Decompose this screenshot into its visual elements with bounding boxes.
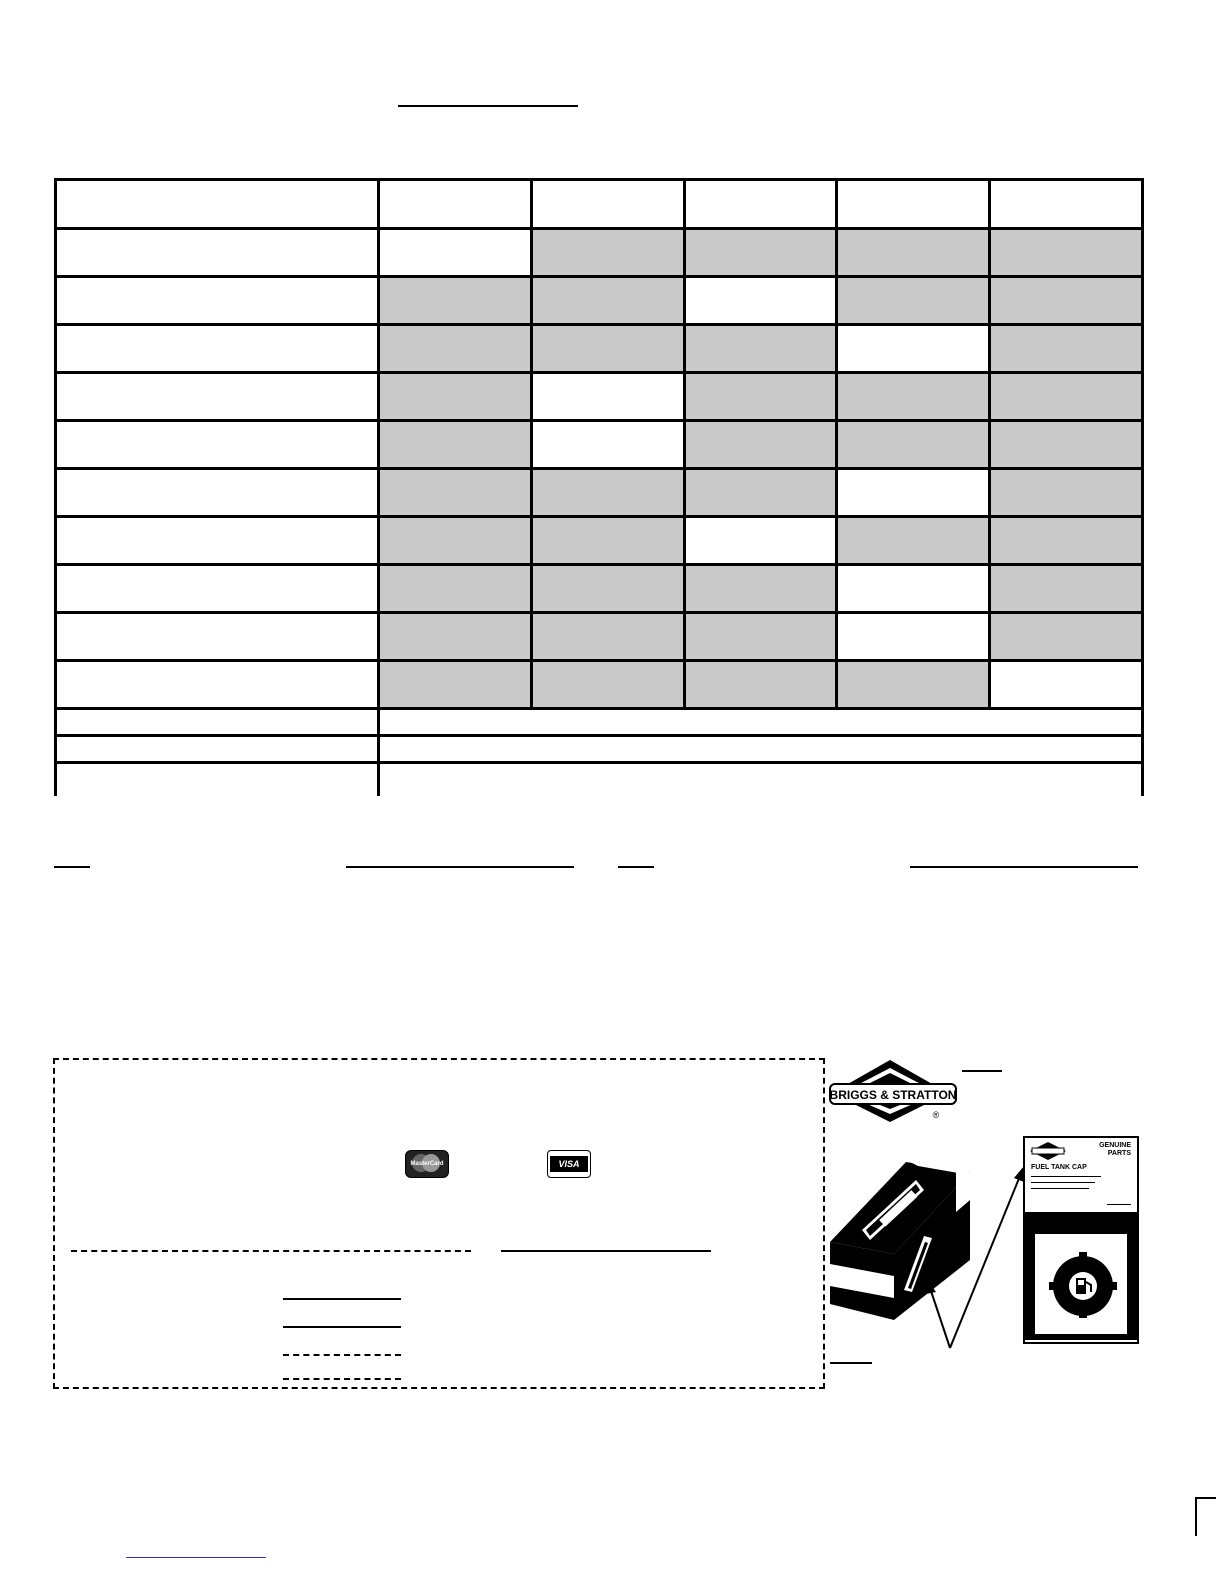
package-black-band	[1025, 1212, 1137, 1340]
note-underline-right-short	[618, 866, 654, 868]
table-row-label	[57, 326, 377, 371]
table-cell	[533, 422, 683, 467]
visa-icon: VISA	[547, 1150, 591, 1178]
table-cell	[380, 326, 530, 371]
table-cell	[686, 662, 836, 707]
table-header-cell	[533, 181, 683, 227]
package-title: FUEL TANK CAP	[1031, 1164, 1087, 1171]
table-row-label	[57, 374, 377, 419]
package-text-line	[1031, 1182, 1095, 1183]
package-logo-icon	[1029, 1142, 1067, 1160]
table-footer-merged-cell	[380, 764, 1141, 806]
table-row-label	[57, 662, 377, 707]
package-text-line	[1031, 1176, 1101, 1177]
package-text-line	[1031, 1188, 1089, 1189]
header-underline	[398, 105, 578, 107]
table-header-cell	[380, 181, 530, 227]
expiration-line[interactable]	[501, 1250, 711, 1252]
table-cell	[533, 614, 683, 659]
table-cell	[838, 614, 988, 659]
maintenance-schedule-table	[54, 178, 1144, 796]
table-cell	[533, 374, 683, 419]
table-row-label	[57, 470, 377, 515]
table-cell	[838, 230, 988, 275]
table-cell	[991, 326, 1141, 371]
note-underline-left-short	[54, 866, 90, 868]
table-cell	[686, 566, 836, 611]
package-window	[1035, 1234, 1127, 1334]
tax-line[interactable]	[283, 1326, 401, 1328]
table-cell	[533, 278, 683, 323]
table-footer-label	[57, 710, 377, 734]
table-header-cell	[838, 181, 988, 227]
table-cell	[838, 518, 988, 563]
table-row-label	[57, 518, 377, 563]
note-underline-left-long	[346, 866, 574, 868]
table-cell	[991, 470, 1141, 515]
table-footer-merged-cell	[380, 737, 1141, 761]
table-row-label	[57, 566, 377, 611]
mastercard-icon: MasterCard	[405, 1150, 449, 1178]
table-footer-label	[57, 764, 377, 806]
package-text-line	[1107, 1204, 1131, 1205]
page-corner-mark	[1194, 1496, 1218, 1536]
table-cell	[991, 230, 1141, 275]
subtotal-line[interactable]	[283, 1298, 401, 1300]
table-footer-merged-cell	[380, 710, 1141, 734]
table-cell	[838, 470, 988, 515]
logo-text: BRIGGS & STRATTON	[829, 1088, 957, 1102]
table-cell	[533, 566, 683, 611]
logo-note-underline	[962, 1070, 1002, 1072]
table-cell	[686, 230, 836, 275]
table-cell	[991, 422, 1141, 467]
fuel-cap-icon	[1047, 1248, 1119, 1320]
table-cell	[686, 278, 836, 323]
table-cell	[380, 614, 530, 659]
table-cell	[991, 566, 1141, 611]
registered-mark: ®	[932, 1110, 940, 1120]
note-underline-right-long	[910, 866, 1138, 868]
table-cell	[533, 230, 683, 275]
package-header: GENUINE PARTS	[1099, 1142, 1131, 1157]
table-cell	[380, 230, 530, 275]
table-row-label	[57, 422, 377, 467]
table-row-label	[57, 278, 377, 323]
table-footer-label	[57, 737, 377, 761]
table-cell	[533, 326, 683, 371]
table-cell	[686, 470, 836, 515]
table-cell	[991, 614, 1141, 659]
blister-package	[1023, 1136, 1139, 1344]
table-cell	[380, 278, 530, 323]
table-cell	[533, 470, 683, 515]
table-cell	[686, 614, 836, 659]
table-cell	[686, 422, 836, 467]
briggs-stratton-logo	[826, 1056, 966, 1122]
table-cell	[838, 422, 988, 467]
table-header-cell	[686, 181, 836, 227]
table-header-label	[57, 181, 377, 227]
table-cell	[991, 278, 1141, 323]
table-cell	[380, 518, 530, 563]
table-cell	[686, 518, 836, 563]
table-cell	[533, 518, 683, 563]
table-cell	[686, 374, 836, 419]
table-cell	[838, 374, 988, 419]
table-cell	[991, 374, 1141, 419]
box-note-underline	[830, 1362, 872, 1364]
table-cell	[991, 662, 1141, 707]
table-row-label	[57, 614, 377, 659]
table-cell	[838, 278, 988, 323]
card-number-line[interactable]	[71, 1250, 471, 1252]
table-cell	[380, 566, 530, 611]
total-line[interactable]	[283, 1378, 401, 1380]
table-cell	[838, 662, 988, 707]
pointer-arrows	[920, 1160, 1030, 1350]
table-cell	[533, 662, 683, 707]
shipping-line[interactable]	[283, 1354, 401, 1356]
table-cell	[838, 326, 988, 371]
table-cell	[686, 326, 836, 371]
table-cell	[380, 374, 530, 419]
table-cell	[380, 662, 530, 707]
order-form-box	[53, 1058, 825, 1389]
table-cell	[380, 422, 530, 467]
table-header-cell	[991, 181, 1141, 227]
table-row-label	[57, 230, 377, 275]
table-cell	[991, 518, 1141, 563]
table-cell	[380, 470, 530, 515]
footer-link-underline[interactable]	[126, 1557, 266, 1558]
table-cell	[838, 566, 988, 611]
